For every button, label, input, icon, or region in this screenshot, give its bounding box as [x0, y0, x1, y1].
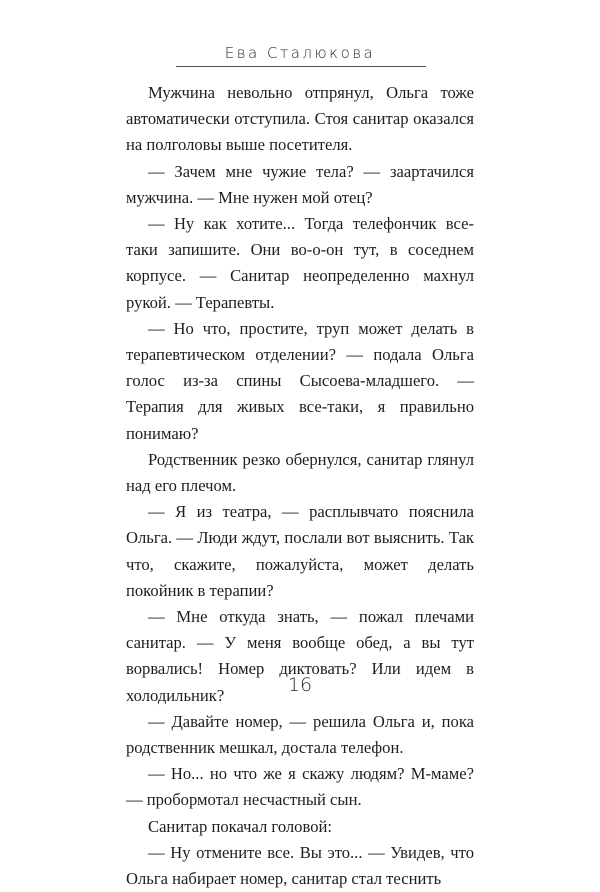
- paragraph: Родственник резко обернулся, санитар глянул над его плечом.: [126, 449, 474, 496]
- body-text: [126, 80, 474, 892]
- paragraph: Мужчина невольно отпрянул, Ольга тоже автоматически отступила. Стоя санитар оказался на полголовы выше посетителя.: [126, 83, 474, 155]
- paragraph: — Ну отмените все. Вы это... — Увидев, что Ольга набирает номер, санитар стал теснить: [126, 842, 474, 889]
- paragraph: — Мне откуда знать, — пожал плечами санитар. — У меня вообще обед, а вы тут ворвались! Номер диктовать? Или идем в холодильник?: [126, 607, 474, 705]
- header-divider: [176, 66, 426, 67]
- paragraph: — Ну как хотите... Тогда телефончик все-таки запишите. Они во-о-он тут, в соседнем корпусе. — Санитар неопределенно махнул рукой. — Терапевты.: [126, 214, 474, 312]
- paragraph: Санитар покачал головой:: [148, 816, 332, 836]
- paragraph: — Зачем мне чужие тела? — заартачился мужчина. — Мне нужен мой отец?: [126, 161, 474, 207]
- paragraph: — Давайте номер, — решила Ольга и, пока родственник мешкал, достала телефон.: [126, 711, 474, 758]
- running-head-author: Ева Сталюкова: [224, 44, 376, 62]
- paragraph: — Я из театра, — расплывчато пояснила Ольга. — Люди ждут, послали вот выяснить. Так что, скажите, пожалуйста, может делать покойник в терапии?: [126, 502, 474, 600]
- page-number: 16: [287, 674, 313, 696]
- paragraph: — Но что, простите, труп может делать в терапевтическом отделении? — подала Ольга голос из-за спины Сысоева-младшего. — Терапия для живых все-таки, я правильно понимаю?: [126, 318, 474, 443]
- paragraph: — Но... но что же я скажу людям? М-маме? — пробормотал несчастный сын.: [126, 764, 474, 810]
